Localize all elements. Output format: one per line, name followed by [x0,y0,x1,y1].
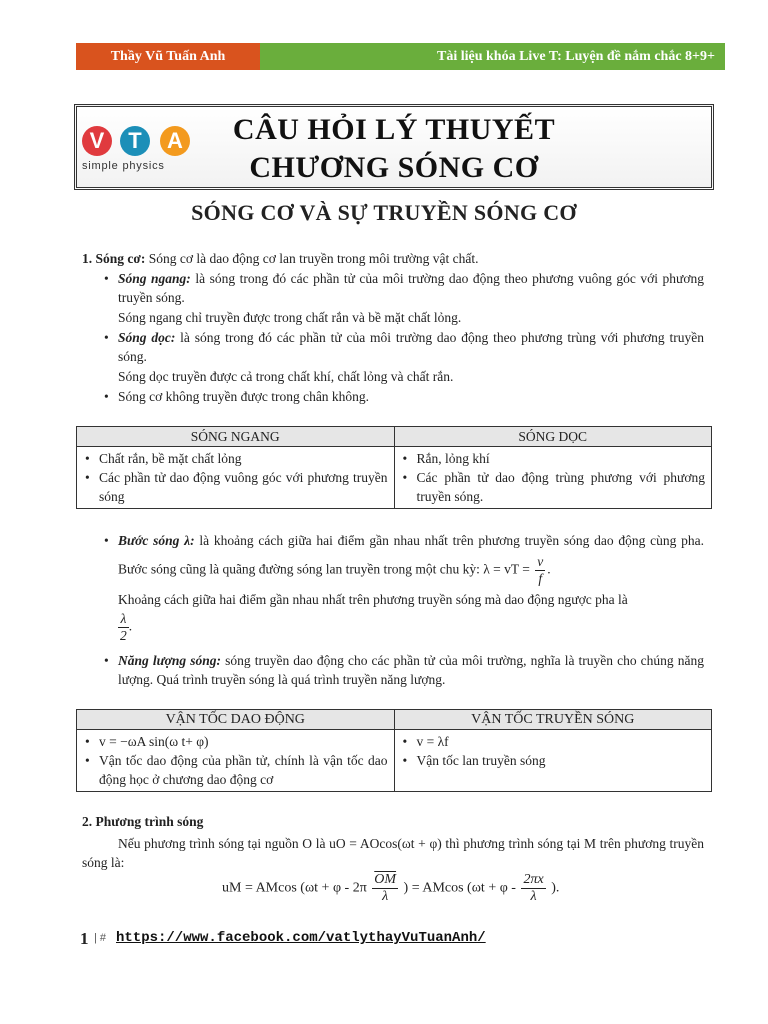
half-wavelength-fraction: $\frac{\lambda}{2}$ . [120,611,133,643]
bullet-longitudinal [118,328,704,366]
half-wavelength-text: Khoảng cách giữa hai điểm gần nhau nhất trên phương truyền sóng mà dao động ngược pha là [118,592,628,607]
wave-type-table [76,426,712,509]
table2-header-propagation: VẬN TỐC TRUYỀN SÓNG [394,710,712,730]
table1-right-item: • Rắn, lỏng khí [401,449,706,468]
table1-header-longitudinal: SÓNG DỌC [394,427,712,447]
table2-left-item: • v = −ωA sin(ω t+ φ) [83,732,388,751]
table1-right-item: • Các phần tử dao động trùng phương với phương truyền sóng. [401,468,706,506]
logo-letter-a: A [160,126,190,156]
s2-heading: 2. Phương trình sóng [82,814,204,829]
bullet-energy [118,651,704,689]
title-line-1: CÂU HỎI LÝ THUYẾT [232,113,556,146]
table2-right-item: • v = λf [401,732,706,751]
table2-right-item: • Vận tốc lan truyền sóng [401,751,706,770]
title-line-2: CHƯƠNG SÓNG CƠ [249,151,539,184]
logo-tagline: simple physics [82,160,165,172]
table2-left-item: • Vận tốc dao động của phần tử, chính là vận tốc dao động học ở chương dao động cơ [83,751,388,789]
velocity-table [76,709,712,792]
bullet-wavelength: • Bước sóng λ: là khoảng cách giữa hai điểm gần nhau nhất trên phương truyền sóng dao động cùng pha. Bước sóng cũng là quãng đường sóng lan truyền trong một chu kỳ: λ = vT = $\frac{v}{f}$ . [118,528,704,587]
bullet-vacuum: • Sóng cơ không truyền được trong chân không. [118,387,704,406]
table1-cell-longitudinal [394,447,712,509]
longitudinal-text: là sóng trong đó các phần tử của môi trường dao động theo phương trùng với phương truyền sóng. [118,330,704,364]
facebook-link[interactable]: https://www.facebook.com/vatlythayVuTuanAnh/ [116,930,486,946]
wavelength-label: Bước sóng λ: [118,533,195,548]
table1-header-transverse: SÓNG NGANG [77,427,395,447]
bullet-transverse [118,269,704,307]
energy-text: sóng truyền dao động cho các phần tử của môi trường, nghĩa là truyền cho chúng năng lượng. Quá trình truyền sóng là quá trình truyền năng lượng. [118,653,705,687]
transverse-label: Sóng ngang: [118,271,191,286]
header-course: Tài liệu khóa Live T: Luyện đề nắm chắc 8+9+ [260,43,725,70]
longitudinal-label: Sóng dọc: [118,330,176,345]
table2-header-oscillation: VẬN TỐC DAO ĐỘNG [77,710,395,730]
s2-text: Nếu phương trình sóng tại nguồn O là uO = AOcos(ωt + φ) thì phương trình sóng tại M trên phương truyền sóng là: [82,836,704,870]
footer-separator: | # [94,932,107,944]
transverse-text: là sóng trong đó các phần tử của môi trường dao động theo phương vuông góc với phương truyền sóng. [118,271,705,305]
vta-logo [82,126,194,176]
s1-definition [82,249,712,268]
table2-cell-oscillation [77,730,395,792]
wave-equation: uM = AMcos (ωt + φ - 2π $\frac{\overline{OM}}{\lambda}$ ) = AMcos (ωt + φ - $\frac{2\pi x}{\lambda}$ ). [222,872,560,904]
logo-letter-t: T [120,126,150,156]
s1-def-text: Sóng cơ là dao động cơ lan truyền trong môi trường vật chất. [148,251,479,266]
wavelength-formula: λ = vT = [483,561,530,577]
longitudinal-note: Sóng dọc truyền được cả trong chất khí, chất lỏng và chất rắn. [118,369,454,384]
section-title: SÓNG CƠ VÀ SỰ TRUYỀN SÓNG CƠ [191,200,577,225]
header-author: Thầy Vũ Tuấn Anh [76,43,260,70]
energy-label: Năng lượng sóng: [118,653,222,668]
wavelength-fraction: $\frac{v}{f}$ [537,554,544,586]
table1-left-item: • Các phần tử dao động vuông góc với phương truyền sóng [83,468,388,506]
table1-cell-transverse [77,447,395,509]
wavelength-text: là khoảng cách giữa hai điểm gần nhau nhất trên phương truyền sóng dao động cùng pha. Bước sóng cũng là quãng đường sóng lan truyền trong một chu kỳ: [118,533,704,577]
transverse-note: Sóng ngang chỉ truyền được trong chất rắn và bề mặt chất lỏng. [118,310,462,325]
logo-letter-v: V [82,126,112,156]
s1-heading: 1. Sóng cơ: [82,251,146,266]
table1-left-item: • Chất rắn, bề mặt chất lỏng [83,449,388,468]
page-number: 1 [80,929,89,948]
table2-cell-propagation [394,730,712,792]
